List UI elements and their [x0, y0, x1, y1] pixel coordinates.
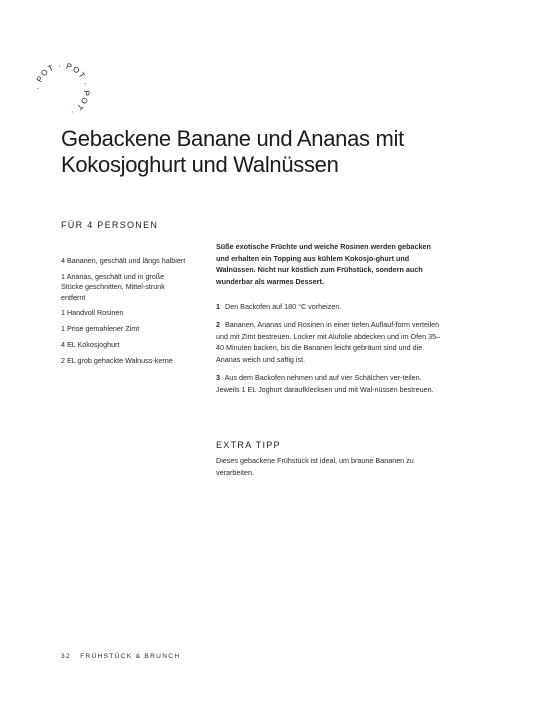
ingredient-item: 4 Bananen, geschält und längs halbiert	[61, 256, 186, 265]
page-number: 32	[61, 653, 71, 660]
step-text: Aus dem Backofen nehmen und auf vier Schälchen ver-teilen. Jeweils 1 EL Joghurt daraufklecksen und mit Wal-nüssen bestreuen.	[216, 372, 434, 394]
ingredient-item: 1 Handvoll Rosinen	[61, 308, 124, 318]
step-item	[216, 319, 441, 365]
circular-text-logo-icon	[32, 60, 92, 120]
ingredients-heading: FÜR 4 PERSONEN	[61, 220, 159, 230]
step-text: Den Backofen auf 180 °C vorheizen.	[225, 302, 342, 311]
footer-section: FRÜHSTÜCK & BRUNCH	[80, 653, 181, 660]
ingredient-item: 1 Prise gemahlener Zimt	[61, 324, 140, 334]
ingredients-list	[61, 256, 186, 372]
recipe-intro: Süße exotische Früchte und weiche Rosinen werden gebacken und erhalten ein Topping aus kühlem Kokosjo-ghurt und Walnüssen. Nicht nur köstlich zum Frühstück, sondern auch wunderbar als warmes Dessert.	[216, 242, 431, 286]
extra-tip-text: Dieses gebackene Frühstück ist ideal, um braune Bananen zu verarbeiten.	[216, 456, 414, 477]
ingredient-item: 1 Ananas, geschält und in große Stücke geschnitten, Mittel-strunk entfernt	[61, 271, 165, 302]
step-item	[216, 372, 441, 395]
step-item	[216, 301, 441, 313]
step-text: Bananen, Ananas und Rosinen in einer tiefen Auflauf-form verteilen und mit Zimt bestreuen. Locker mit Alufolie abdecken und im Ofen 35–40 Minuten backen, bis die Bananen leicht gebräunt sind und die Ananas weich und saftig ist.	[216, 320, 441, 364]
logo-text: · POT · POT · POT ·	[32, 60, 92, 118]
steps-list	[216, 301, 441, 402]
recipe-title: Gebackene Banane und Ananas mit Kokosjoghurt und Walnüssen	[61, 126, 404, 177]
step-number: 1	[216, 302, 220, 311]
step-number: 2	[216, 320, 220, 330]
page-footer	[61, 653, 180, 660]
svg-text:· POT · POT · POT ·	[33, 61, 91, 117]
step-number: 3	[216, 372, 220, 382]
extra-tip-heading: EXTRA TIPP	[216, 440, 281, 450]
ingredient-item: 2 EL grob gehackte Walnuss-kerne	[61, 355, 173, 365]
ingredient-item: 4 EL Kokosjoghurt	[61, 340, 120, 349]
